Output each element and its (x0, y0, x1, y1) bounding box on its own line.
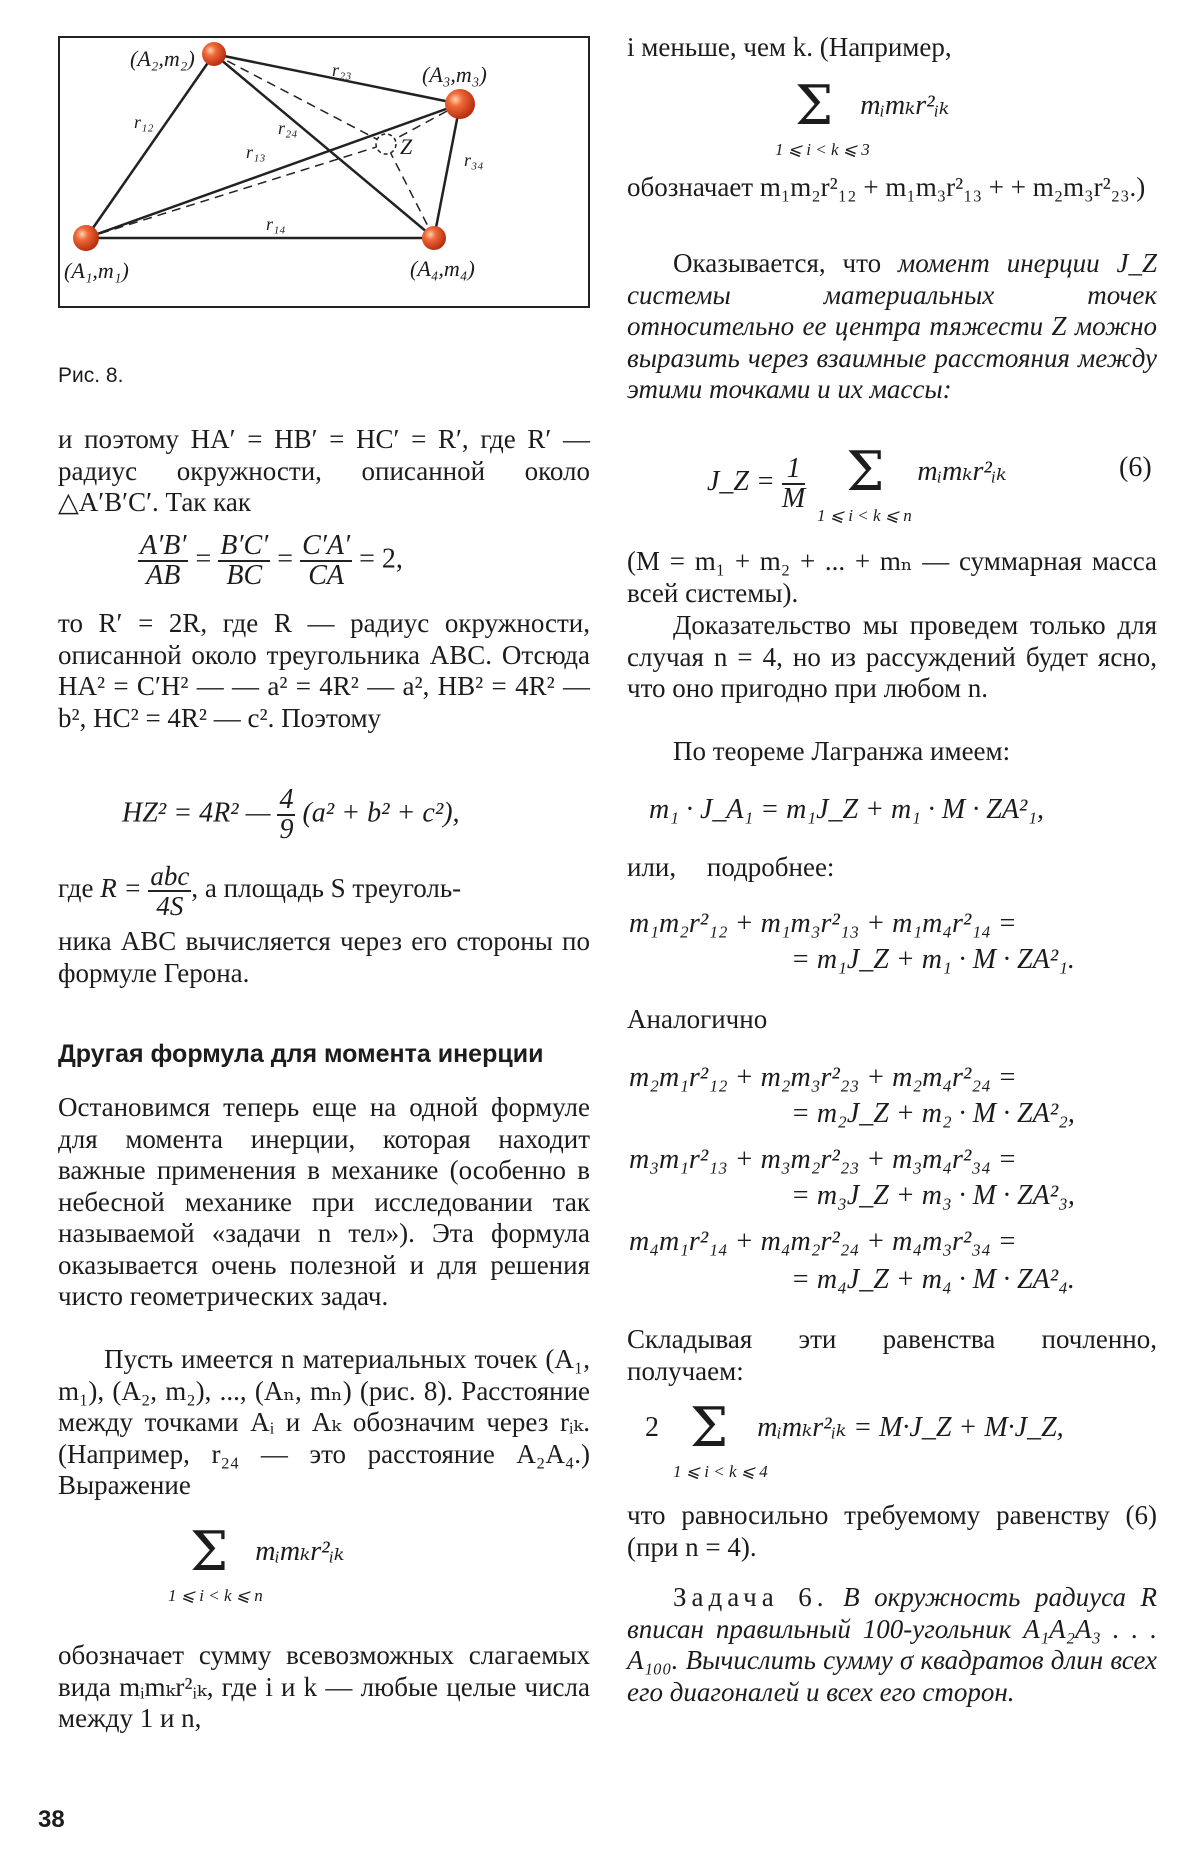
r-lhs: R = (100, 873, 142, 904)
ratio-rhs: = 2, (359, 543, 403, 575)
right-paragraph-10: что равносильно требуемому равенству (6) (при n = 4). (627, 1500, 1157, 1562)
line-a3-a4 (434, 104, 460, 238)
right-paragraph-9: Складывая эти равенства почленно, получаем: (627, 1324, 1157, 1386)
equation-a-line1: m₁m₂r²₁₂ + m₁m₃r²₁₃ + m₁m₄r²₁₄ = (629, 908, 1017, 939)
right-paragraph-7: или, подробнее: (627, 852, 835, 882)
eq6-fraction (781, 452, 806, 514)
equation-ratio: $\frac{A'B'}{AB}$ = $\frac{B'C'}{BC}$ = $\frac{C'A'}{CA}$ = 2, (140, 530, 403, 591)
eq6-den: M (781, 482, 806, 514)
equation-b-line2: = m₂J_Z + m₂ · M · ZA²₂, (791, 1098, 1075, 1129)
eq6-sigma: Σ (846, 440, 885, 503)
left-paragraph-3: ника ABC вычисляется через его стороны по формуле Герона. (58, 926, 590, 988)
right-paragraph-5: Доказательство мы проведем только для случая n = 4, но из рассуждений будет ясно, что оно пригодно при любом n. (627, 610, 1157, 703)
label-r14: r₁₄ (266, 214, 286, 234)
fraction-1-num: A′B′ (140, 530, 187, 561)
point-a3 (445, 89, 475, 119)
r-post: , а площадь S треуголь- (191, 873, 462, 904)
right-paragraph-2: обозначает m₁m₂r²₁₂ + m₁m₃r²₁₃ + + m₂m₃r²₂₃.) (627, 172, 1146, 202)
equation-hz (122, 786, 460, 844)
left-paragraph-4: Остановимся теперь еще на одной формуле для момента инерции, которая находит важные применения в механике (особенно в небесной механике при исследовании так называемой «задачи n тел»). Эта формула оказывается очень полезной и для решения чисто геометрических задач. (58, 1092, 590, 1311)
eq6-term: mᵢmₖr²ᵢₖ (917, 456, 1007, 487)
sum-4-coef: 2 (645, 1412, 659, 1443)
equation-a-line2: = m₁J_Z + m₁ · M · ZA²₁. (791, 944, 1075, 975)
sum-n-sigma: Σ (190, 1520, 229, 1583)
fraction-3-den: CA (308, 560, 344, 591)
equation-sum-n (168, 1520, 345, 1605)
label-z: Z (400, 134, 413, 159)
fraction-2 (218, 532, 270, 590)
eq6-limits: 1 ⩽ i < k ⩽ n (817, 506, 912, 525)
label-a2: (A₂,m₂) (130, 46, 195, 71)
sum-4-term: mᵢmₖr²ᵢₖ = M·J_Z + M·J_Z, (757, 1412, 1064, 1443)
sum-n-term: mᵢmₖr²ᵢₖ (255, 1536, 345, 1567)
label-a4: (A₄,m₄) (410, 256, 475, 281)
point-a2 (202, 42, 226, 66)
equation-d-line2: = m₄J_Z + m₄ · M · ZA²₄. (791, 1264, 1075, 1295)
equation-b-line1: m₂m₁r²₁₂ + m₂m₃r²₂₃ + m₂m₄r²₂₄ = (629, 1062, 1017, 1093)
left-paragraph-6: обозначает сумму всевозможных слагаемых вида mᵢmₖr²ᵢₖ, где i и k — любые целые числа между 1 и n, (58, 1640, 590, 1733)
figure-caption: Рис. 8. (58, 364, 124, 387)
p3-lead: Оказывается, что (673, 248, 898, 278)
task-text: В окружность радиуса R вписан правильный 100-угольник A₁A₂A₃ . . . A₁₀₀. Вычислить сумму σ квадратов длин всех его диагоналей и всех его сторон. (627, 1582, 1157, 1707)
label-r23: r₂₃ (332, 60, 352, 80)
fraction-2-num: B′C′ (220, 530, 269, 561)
sum-3-sigma: Σ (795, 74, 834, 137)
fraction-2-den: BC (226, 560, 263, 591)
sum-3-limits: 1 ⩽ i < k ⩽ 3 (775, 140, 870, 159)
equation-tag: (6) (1119, 452, 1152, 483)
fraction-abc-4s (148, 862, 191, 920)
sum-3-term: mᵢmₖr²ᵢₖ (860, 90, 950, 121)
right-paragraph-6: По теореме Лагранжа имеем: (673, 736, 1011, 766)
figure-diagram (60, 38, 588, 306)
equation-sum-4 (645, 1396, 1064, 1481)
sum-4-sigma: Σ (690, 1396, 729, 1459)
task-label: Задача 6. (673, 1582, 829, 1612)
eq6-num: 1 (782, 455, 805, 485)
label-r13: r₁₃ (246, 142, 266, 162)
r-den: 4S (156, 891, 184, 921)
equation-lagrange: m₁ · J_A₁ = m₁J_Z + m₁ · M · ZA²₁, (649, 794, 1045, 825)
sum-4-limits: 1 ⩽ i < k ⩽ 4 (673, 1462, 768, 1481)
label-a3: (A₃,m₃) (422, 62, 487, 87)
right-paragraph-4: (M = m₁ + m₂ + ... + mₙ — суммарная масса всей системы). (627, 546, 1157, 608)
hz-num: 4 (279, 784, 294, 815)
label-r34: r₃₄ (464, 150, 484, 170)
r-num: abc (150, 861, 190, 891)
point-a1 (73, 225, 99, 251)
fraction-3-num: C′A′ (302, 530, 351, 561)
right-paragraph-3 (627, 248, 1157, 406)
hz-lhs: HZ² = 4R² — (122, 797, 271, 829)
page-number: 38 (38, 1806, 65, 1833)
eq6-lhs: J_Z = (707, 466, 775, 497)
fraction-3 (300, 532, 352, 590)
label-a1: (A₁,m₁) (64, 258, 129, 283)
equation-c-line1: m₃m₁r²₁₃ + m₃m₂r²₂₃ + m₃m₄r²₃₄ = (629, 1144, 1017, 1175)
label-r24: r₂₄ (278, 118, 298, 138)
left-paragraph-5: Пусть имеется n материальных точек (A₁, m₁), (A₂, m₂), ..., (Aₙ, mₙ) (рис. 8). Расстояние между точками Aᵢ и Aₖ обозначим через rᵢₖ. (Например, r₂₄ — это расстояние A₂A₄.) Выражение (58, 1344, 590, 1500)
hz-rhs: (a² + b² + c²), (302, 797, 460, 829)
point-a4 (422, 226, 446, 250)
fraction-1-den: AB (146, 560, 181, 591)
hz-den: 9 (279, 814, 294, 845)
label-r12: r₁₂ (134, 112, 154, 132)
equation-d-line1: m₄m₁r²₁₄ + m₄m₂r²₂₄ + m₄m₃r²₃₄ = (629, 1226, 1017, 1257)
fraction-4-9 (277, 786, 295, 844)
sum-n-limits: 1 ⩽ i < k ⩽ n (168, 1586, 263, 1605)
equation-sum-3 (775, 74, 950, 159)
center-z-marker (376, 134, 396, 154)
left-paragraph-1: и поэтому HA′ = HB′ = HC′ = R′, где R′ — радиус окружности, описанной около △A′B′C′. Так как (58, 424, 590, 517)
p3-italic: момент инерции J_Z системы материальных точек относительно ее центра тяжести Z можно выразить через взаимные расстояния между этими точками и их массы: (627, 248, 1157, 404)
equation-c-line2: = m₃J_Z + m₃ · M · ZA²₃, (791, 1180, 1075, 1211)
line-a1-a2 (86, 54, 214, 238)
r-pre: где (58, 873, 94, 904)
equation-r (58, 862, 461, 920)
right-paragraph-1: i меньше, чем k. (Например, (627, 32, 952, 62)
fraction-1 (138, 532, 188, 590)
equation-6 (707, 440, 1007, 525)
section-heading: Другая формула для момента инерции (58, 1040, 544, 1068)
left-paragraph-2: то R′ = 2R, где R — радиус окружности, описанной около треугольника ABC. Отсюда HA² = C′H² — — a² = 4R² — a², HB² = 4R² — b², HC² = 4R² — c². Поэтому (58, 608, 590, 733)
task-6 (627, 1582, 1157, 1708)
right-paragraph-8: Аналогично (627, 1004, 768, 1034)
figure-8 (58, 36, 590, 308)
